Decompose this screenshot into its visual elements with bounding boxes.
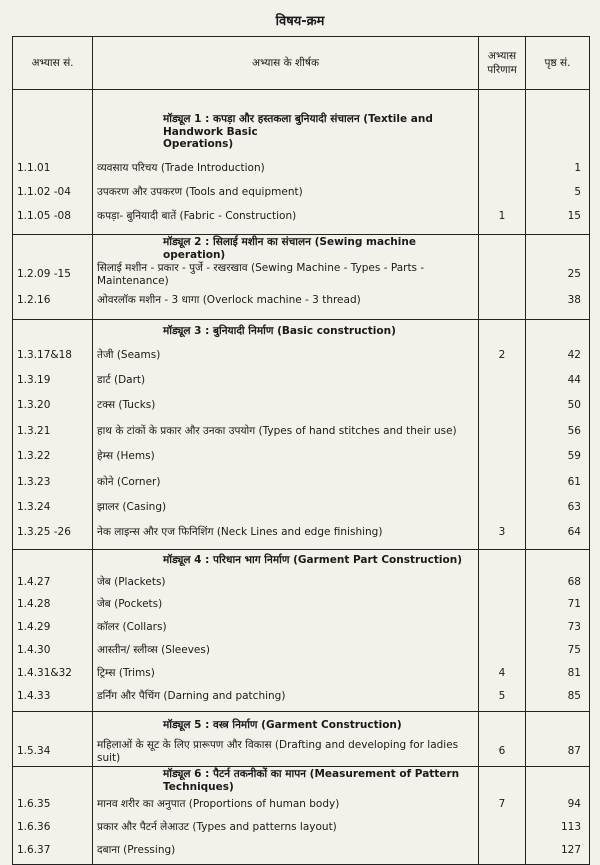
header-result-line2: परिणाम (487, 64, 517, 76)
exercise-number: 1.4.31&32 (13, 661, 93, 684)
exercise-number: 1.3.23 (13, 469, 93, 494)
table-row (13, 418, 590, 443)
module-heading-cell (479, 90, 526, 139)
exercise-result: 4 (479, 661, 526, 684)
module-spacer-row (13, 862, 590, 865)
page-number: 87 (526, 738, 590, 764)
exercise-title: जेब (Pockets) (93, 593, 479, 616)
exercise-number: 1.3.22 (13, 444, 93, 469)
page-number: 25 (526, 261, 590, 287)
header-result (479, 37, 526, 90)
page-number: 94 (526, 793, 590, 816)
exercise-title: उपकरण और उपकरण (Tools and equipment) (93, 180, 479, 204)
page-number: 59 (526, 444, 590, 469)
exercise-number: 1.3.25 -26 (13, 520, 93, 545)
module-heading-cell (13, 138, 93, 156)
module-heading-cell (526, 90, 590, 139)
module-heading-row (13, 235, 590, 262)
exercise-title: मानव शरीर का अनुपात (Proportions of human body) (93, 793, 479, 816)
module-heading-cell (526, 320, 590, 343)
table-row (13, 593, 590, 616)
page-number: 38 (526, 287, 590, 313)
module-heading-cell (479, 320, 526, 343)
exercise-title: नेक लाइन्स और एज फिनिशिंग (Neck Lines and edge finishing) (93, 520, 479, 545)
spacer-cell (93, 862, 479, 865)
page-number: 81 (526, 661, 590, 684)
module-heading-row (13, 320, 590, 343)
exercise-number: 1.3.20 (13, 393, 93, 418)
exercise-title: सिलाई मशीन - प्रकार - पुर्जे - रखरखाव (Sewing Machine - Types - Parts - Maintenance) (93, 261, 479, 287)
spacer-cell (479, 862, 526, 865)
exercise-result (479, 367, 526, 392)
module-title: मॉड्यूल 4 : परिधान भाग निर्माण (Garment Part Construction) (93, 550, 479, 571)
module-heading-cell (479, 766, 526, 793)
page-number: 15 (526, 204, 590, 228)
page-number: 68 (526, 570, 590, 593)
exercise-number: 1.3.24 (13, 494, 93, 519)
page-number: 42 (526, 342, 590, 367)
module-heading-cell (479, 138, 526, 156)
table-row (13, 180, 590, 204)
header-title: अभ्यास के शीर्षक (93, 37, 479, 90)
page-number: 44 (526, 367, 590, 392)
exercise-title: कपड़ा- बुनियादी बातें (Fabric - Construction) (93, 204, 479, 228)
module-heading-cell (13, 320, 93, 343)
module-title: Operations) (93, 138, 479, 156)
exercise-title: तेजी (Seams) (93, 342, 479, 367)
table-row (13, 444, 590, 469)
exercise-title: कोने (Corner) (93, 469, 479, 494)
exercise-result (479, 393, 526, 418)
exercise-title: आस्तीन/ स्लीव्स (Sleeves) (93, 639, 479, 662)
exercise-title: व्यवसाय परिचय (Trade Introduction) (93, 156, 479, 180)
spacer-cell (526, 862, 590, 865)
table-row (13, 839, 590, 862)
exercise-result (479, 287, 526, 313)
exercise-result (479, 593, 526, 616)
table-row (13, 639, 590, 662)
table-row (13, 520, 590, 545)
module-heading-cell (13, 550, 93, 571)
exercise-result: 1 (479, 204, 526, 228)
module-heading-cell (526, 235, 590, 262)
exercise-result: 5 (479, 684, 526, 707)
header-number: अभ्यास सं. (13, 37, 93, 90)
header-result-line1: अभ्यास (487, 50, 517, 62)
table-row (13, 793, 590, 816)
exercise-number: 1.6.35 (13, 793, 93, 816)
exercise-number: 1.1.02 -04 (13, 180, 93, 204)
exercise-title: डार्ट (Dart) (93, 367, 479, 392)
exercise-result: 2 (479, 342, 526, 367)
module-section (13, 90, 590, 235)
module-heading-cell (479, 550, 526, 571)
table-header-row (13, 37, 590, 90)
table-row (13, 738, 590, 764)
page-number: 56 (526, 418, 590, 443)
exercise-result (479, 839, 526, 862)
table-row (13, 393, 590, 418)
exercise-result (479, 469, 526, 494)
exercise-result (479, 570, 526, 593)
exercise-result (479, 156, 526, 180)
exercise-number: 1.4.29 (13, 616, 93, 639)
exercise-number: 1.6.37 (13, 839, 93, 862)
table-row (13, 494, 590, 519)
exercise-number: 1.3.17&18 (13, 342, 93, 367)
module-title: मॉड्यूल 3 : बुनियादी निर्माण (Basic construction) (93, 320, 479, 343)
table-row (13, 287, 590, 313)
spacer-cell (13, 862, 93, 865)
module-heading-cell (526, 766, 590, 793)
module-heading-cell (526, 138, 590, 156)
exercise-title: हाथ के टांकों के प्रकार और उनका उपयोग (Types of hand stitches and their use) (93, 418, 479, 443)
module-heading-row (13, 550, 590, 571)
module-section (13, 766, 590, 864)
exercise-title: डर्निंग और पैचिंग (Darning and patching) (93, 684, 479, 707)
page-number: 64 (526, 520, 590, 545)
exercise-result (479, 639, 526, 662)
exercise-number: 1.4.27 (13, 570, 93, 593)
exercise-title: हेम्स (Hems) (93, 444, 479, 469)
exercise-number: 1.5.34 (13, 738, 93, 764)
table-row (13, 367, 590, 392)
module-section (13, 320, 590, 550)
page-number: 73 (526, 616, 590, 639)
table-row (13, 661, 590, 684)
exercise-result (479, 616, 526, 639)
exercise-number: 1.1.05 -08 (13, 204, 93, 228)
page-title: विषय-क्रम (275, 14, 325, 29)
table-row (13, 469, 590, 494)
module-heading-cell (479, 235, 526, 262)
exercise-title: कॉलर (Collars) (93, 616, 479, 639)
module-heading-cell (526, 711, 590, 738)
exercise-title: झालर (Casing) (93, 494, 479, 519)
exercise-number: 1.3.21 (13, 418, 93, 443)
module-section (13, 550, 590, 712)
module-heading-row (13, 711, 590, 738)
page-number: 71 (526, 593, 590, 616)
module-section (13, 711, 590, 766)
exercise-result (479, 418, 526, 443)
module-title: मॉड्यूल 2 : सिलाई मशीन का संचालन (Sewing machine operation) (93, 235, 479, 262)
page-number: 5 (526, 180, 590, 204)
module-title: मॉड्यूल 5 : वस्त्र निर्माण (Garment Construction) (93, 711, 479, 738)
table-row (13, 204, 590, 228)
page-number: 113 (526, 816, 590, 839)
table-row (13, 261, 590, 287)
contents-table (12, 36, 590, 865)
module-heading-cell (526, 550, 590, 571)
table-row (13, 156, 590, 180)
exercise-result: 7 (479, 793, 526, 816)
table-row (13, 342, 590, 367)
module-heading-cell (13, 90, 93, 139)
page-number: 63 (526, 494, 590, 519)
exercise-number: 1.1.01 (13, 156, 93, 180)
module-heading-cell (13, 711, 93, 738)
exercise-result (479, 494, 526, 519)
exercise-result (479, 261, 526, 287)
module-heading-row (13, 138, 590, 156)
table-row (13, 684, 590, 707)
exercise-number: 1.6.36 (13, 816, 93, 839)
exercise-number: 1.4.30 (13, 639, 93, 662)
exercise-result (479, 444, 526, 469)
exercise-number: 1.2.09 -15 (13, 261, 93, 287)
exercise-title: ट्रिम्स (Trims) (93, 661, 479, 684)
page-number: 127 (526, 839, 590, 862)
exercise-title: जेब (Plackets) (93, 570, 479, 593)
table-row (13, 570, 590, 593)
exercise-number: 1.3.19 (13, 367, 93, 392)
module-heading-cell (479, 711, 526, 738)
module-heading-row (13, 766, 590, 793)
exercise-number: 1.4.33 (13, 684, 93, 707)
module-title: मॉड्यूल 1 : कपड़ा और हस्तकला बुनियादी संचालन (Textile and Handwork Basic (93, 90, 479, 139)
page-number: 1 (526, 156, 590, 180)
module-heading-cell (13, 235, 93, 262)
exercise-title: टक्स (Tucks) (93, 393, 479, 418)
header-page: पृष्ठ सं. (526, 37, 590, 90)
table-row (13, 816, 590, 839)
exercise-title: महिलाओं के सूट के लिए प्रारूपण और विकास (Drafting and developing for ladies suit) (93, 738, 479, 764)
module-heading-cell (13, 766, 93, 793)
exercise-result: 3 (479, 520, 526, 545)
exercise-result: 6 (479, 738, 526, 764)
exercise-result (479, 816, 526, 839)
exercise-title: दबाना (Pressing) (93, 839, 479, 862)
page-number: 61 (526, 469, 590, 494)
page-number: 50 (526, 393, 590, 418)
page-number: 85 (526, 684, 590, 707)
exercise-number: 1.2.16 (13, 287, 93, 313)
exercise-number: 1.4.28 (13, 593, 93, 616)
module-title: मॉड्यूल 6 : पैटर्न तकनीकों का मापन (Measurement of Pattern Techniques) (93, 766, 479, 793)
page-number: 75 (526, 639, 590, 662)
exercise-title: प्रकार और पैटर्न लेआउट (Types and patterns layout) (93, 816, 479, 839)
table-row (13, 616, 590, 639)
exercise-title: ओवरलॉक मशीन - 3 धागा (Overlock machine - 3 thread) (93, 287, 479, 313)
module-heading-row (13, 90, 590, 139)
exercise-result (479, 180, 526, 204)
module-section (13, 235, 590, 320)
